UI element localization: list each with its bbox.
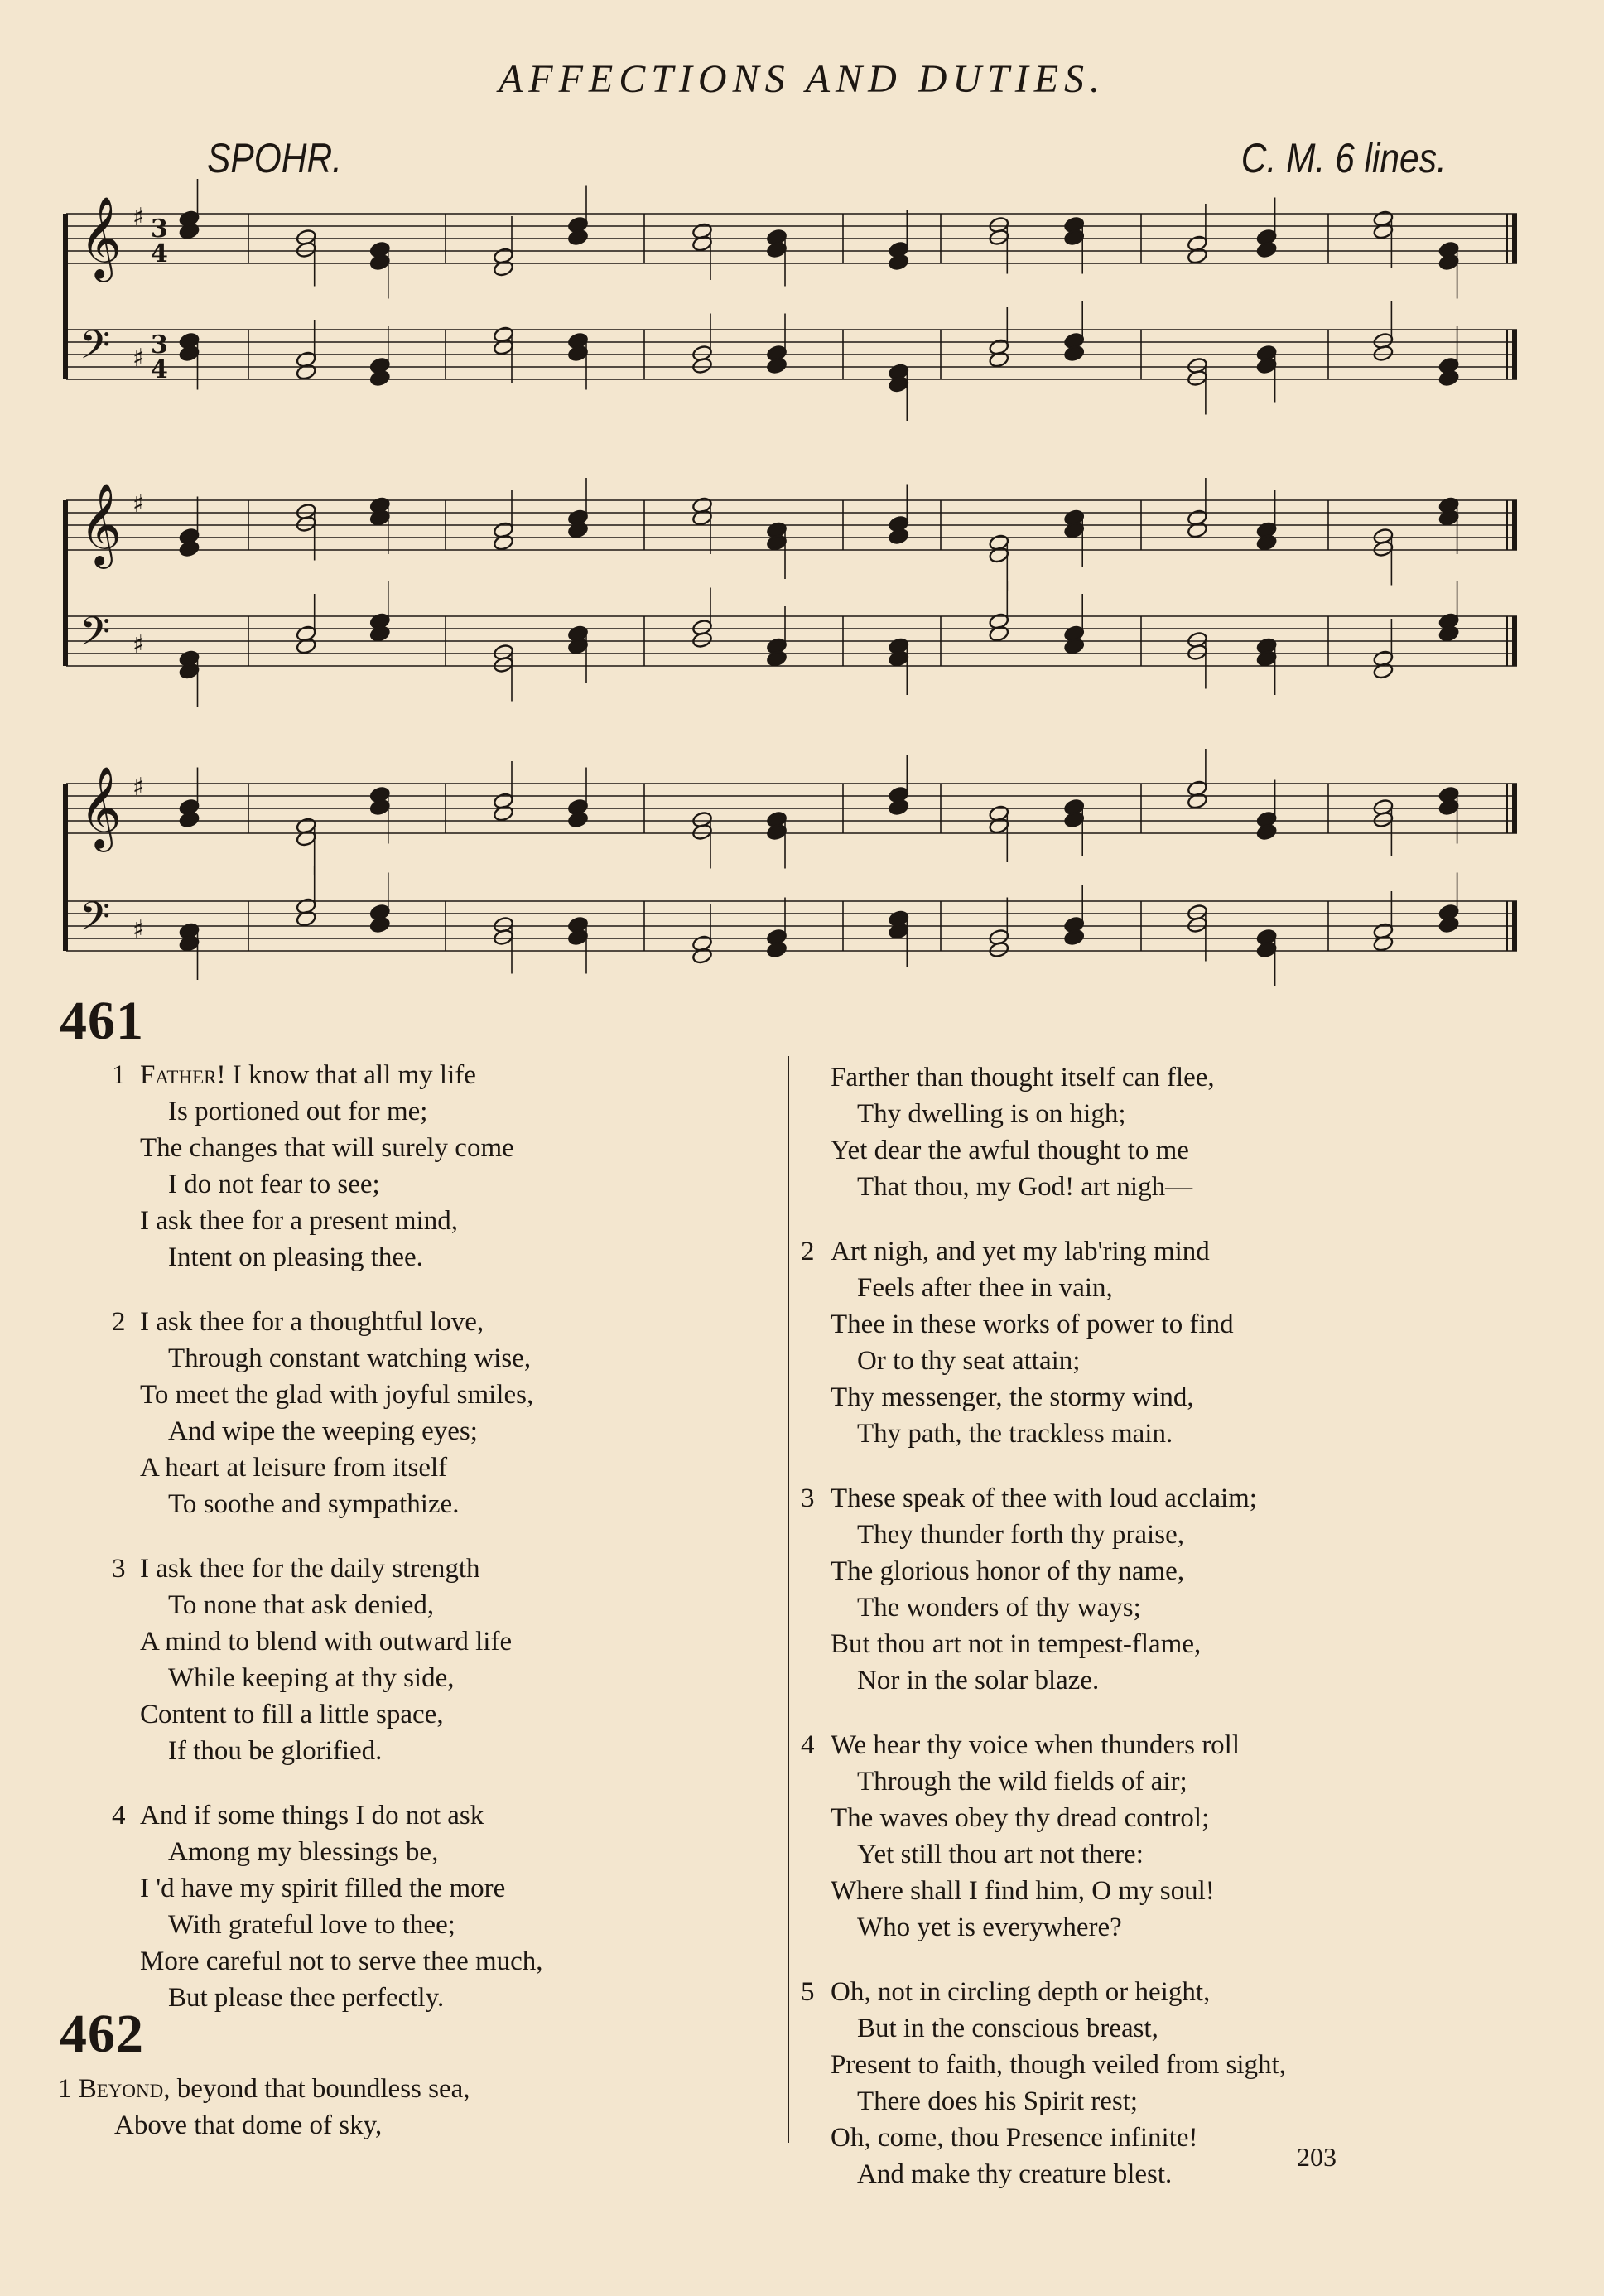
note-head: [691, 823, 713, 842]
note-head: [296, 909, 317, 928]
note-head: [1063, 345, 1085, 363]
note-head: [179, 811, 200, 829]
note-head: [988, 229, 1009, 247]
note-head: [1438, 798, 1460, 817]
note-head: [1187, 916, 1208, 934]
note-head: [988, 941, 1009, 959]
bass-clef-icon: 𝄢: [79, 321, 111, 378]
final-barline: [1512, 901, 1517, 951]
stanza-number: 2: [112, 1307, 126, 1337]
verse-line: I do not fear to see;: [168, 1170, 380, 1199]
stanza-lead-word: Father: [140, 1060, 217, 1090]
note-head: [1256, 241, 1278, 259]
hymn-462-text: [801, 1059, 1505, 2221]
verse-line: If thou be glorified.: [168, 1736, 383, 1766]
note-head: [369, 253, 391, 272]
verse-line: , beyond that boundless sea,: [163, 2074, 470, 2104]
note-head: [567, 229, 589, 247]
verse-line: But thou art not in tempest-flame,: [831, 1629, 1202, 1659]
verse-line: They thunder forth thy praise,: [857, 1520, 1184, 1550]
verse-line: And wipe the weeping eyes;: [168, 1416, 478, 1446]
verse-line: Content to fill a little space,: [140, 1700, 444, 1729]
verse-line: The changes that will surely come: [140, 1133, 514, 1163]
verse-line: Among my blessings be,: [168, 1837, 439, 1867]
note-head: [1438, 509, 1460, 527]
note-head: [567, 521, 589, 539]
note-head: [691, 631, 713, 649]
stanza-2: [801, 1233, 1505, 1452]
section-title: AFFECTIONS AND DUTIES.: [498, 57, 1106, 101]
verse-line: Above that dome of sky,: [114, 2110, 383, 2140]
note-head: [1438, 253, 1460, 272]
stanza-number: 4: [112, 1801, 126, 1831]
verse-line: A heart at leisure from itself: [140, 1453, 448, 1483]
verse-line: Through the wild fields of air;: [857, 1767, 1187, 1797]
note-head: [888, 253, 909, 272]
note-head: [296, 515, 317, 533]
verse-line: I ask thee for the daily strength: [140, 1554, 480, 1584]
note-head: [369, 509, 391, 527]
bass-clef-icon: 𝄢: [79, 893, 111, 949]
treble-clef-icon: 𝄞: [79, 766, 122, 849]
stanza-1: [112, 1057, 766, 1276]
key-signature-sharp-icon: ♯: [132, 630, 145, 659]
note-head: [1372, 662, 1394, 680]
verse-line: ! I know that all my life: [216, 1060, 476, 1090]
note-head: [691, 509, 713, 527]
note-head: [1187, 369, 1208, 388]
verse-line: There does his Spirit rest;: [857, 2086, 1139, 2116]
note-head: [179, 222, 200, 240]
final-barline: [1512, 616, 1517, 666]
note-head: [1063, 811, 1085, 829]
verse-line: And if some things I do not ask: [140, 1801, 484, 1831]
verse-line: Through constant watching wise,: [168, 1343, 532, 1373]
note-head: [988, 625, 1009, 643]
hymn-number-462: 462: [60, 2004, 144, 2064]
note-head: [1372, 345, 1394, 363]
note-head: [179, 540, 200, 558]
note-head: [1372, 934, 1394, 953]
note-head: [296, 637, 317, 655]
page-number: 203: [1297, 2142, 1337, 2172]
stanza-number: 3: [801, 1483, 815, 1513]
key-signature-sharp-icon: ♯: [132, 773, 145, 802]
verse-line: Thee in these works of power to find: [831, 1310, 1234, 1339]
meter-label: C. M. 6 lines.: [1241, 135, 1447, 181]
key-signature-sharp-icon: ♯: [132, 915, 145, 944]
note-head: [1256, 357, 1278, 375]
stanza-2: [112, 1304, 766, 1522]
verse-line: Is portioned out for me;: [168, 1097, 428, 1126]
stanza-1-cont: [801, 1059, 1505, 1205]
stanza-number: 5: [801, 1977, 815, 2007]
hymn-461-text: [112, 1057, 766, 2044]
verse-line: Oh, not in circling depth or height,: [831, 1977, 1211, 2007]
tune-name: SPOHR.: [207, 135, 342, 181]
note-head: [1187, 644, 1208, 662]
hymn-number-461: 461: [60, 991, 144, 1051]
stanza-number: 1: [112, 1060, 126, 1090]
stanza-number: 3: [112, 1554, 126, 1584]
note-head: [1187, 792, 1208, 810]
note-head: [691, 357, 713, 375]
verse-line: Or to thy seat attain;: [857, 1346, 1081, 1376]
verse-line: That thou, my God! art nigh—: [857, 1172, 1193, 1202]
verse-line: These speak of thee with loud acclaim;: [831, 1483, 1257, 1513]
note-head: [493, 929, 514, 947]
verse-line: A mind to blend with outward life: [140, 1627, 513, 1657]
stanza-number: 4: [801, 1730, 815, 1760]
note-head: [888, 528, 909, 546]
note-head: [493, 259, 514, 277]
verse-line: Feels after thee in vain,: [857, 1273, 1113, 1303]
column-divider: [788, 1056, 789, 2143]
stanza-4: [112, 1797, 766, 2016]
note-head: [1438, 625, 1460, 643]
note-head: [296, 829, 317, 847]
verse-line: To none that ask denied,: [168, 1590, 435, 1620]
stanza-4: [801, 1727, 1505, 1946]
verse-line: While keeping at thy side,: [168, 1663, 455, 1693]
verse-line: Farther than thought itself can flee,: [831, 1063, 1215, 1093]
verse-line: To meet the glad with joyful smiles,: [140, 1380, 534, 1410]
note-head: [493, 533, 514, 552]
note-head: [1372, 811, 1394, 829]
stanza-number: 2: [801, 1237, 815, 1266]
verse-line: Yet dear the awful thought to me: [831, 1136, 1189, 1165]
note-head: [1372, 540, 1394, 558]
note-head: [766, 357, 788, 375]
note-head: [493, 338, 514, 356]
final-barline: [1512, 500, 1517, 550]
verse-line: More careful not to serve thee much,: [140, 1946, 543, 1976]
verse-line: Present to faith, though veiled from sight,: [831, 2050, 1286, 2080]
note-head: [1256, 941, 1278, 959]
verse-line: The wonders of thy ways;: [857, 1593, 1141, 1623]
key-signature-sharp-icon: ♯: [132, 344, 145, 373]
time-signature-bottom: 4: [151, 239, 168, 268]
stanza-number: 1: [58, 2074, 72, 2104]
note-head: [1063, 521, 1085, 539]
final-barline: [1512, 330, 1517, 379]
time-signature-top: 3: [151, 330, 168, 359]
verse-line: Yet still thou art not there:: [857, 1840, 1144, 1869]
note-head: [1187, 247, 1208, 265]
verse-line: The glorious honor of thy name,: [831, 1556, 1185, 1586]
final-barline: [1512, 784, 1517, 833]
note-head: [766, 533, 788, 552]
note-head: [567, 811, 589, 829]
verse-line: Oh, come, thou Presence infinite!: [831, 2123, 1198, 2153]
verse-line: We hear thy voice when thunders roll: [831, 1730, 1240, 1760]
note-head: [691, 947, 713, 965]
bass-clef-icon: 𝄢: [79, 608, 111, 664]
verse-line: Thy dwelling is on high;: [857, 1099, 1126, 1129]
note-head: [296, 241, 317, 259]
note-head: [888, 375, 909, 393]
verse-line: Thy path, the trackless main.: [857, 1419, 1173, 1449]
note-head: [567, 929, 589, 947]
music-score: [0, 0, 1604, 1019]
verse-line: I ask thee for a thoughtful love,: [140, 1307, 484, 1337]
note-head: [888, 922, 909, 940]
note-head: [1438, 369, 1460, 388]
note-head: [179, 345, 200, 363]
verse-line: The waves obey thy dread control;: [831, 1803, 1210, 1833]
note-head: [1187, 521, 1208, 539]
time-signature-bottom: 4: [151, 355, 168, 384]
note-head: [766, 823, 788, 842]
note-head: [988, 817, 1009, 835]
key-signature-sharp-icon: ♯: [132, 203, 145, 232]
stanza-lead-word: Beyond: [78, 2074, 164, 2104]
note-head: [369, 798, 391, 817]
verse-line: And make thy creature blest.: [857, 2159, 1173, 2189]
note-head: [179, 662, 200, 680]
note-head: [766, 941, 788, 959]
note-head: [1438, 916, 1460, 934]
verse-line: Nor in the solar blaze.: [857, 1666, 1100, 1695]
stanza-5: [801, 1974, 1505, 2192]
note-head: [493, 804, 514, 822]
verse-line: But in the conscious breast,: [857, 2014, 1158, 2043]
note-head: [988, 546, 1009, 564]
verse-line: With grateful love to thee;: [168, 1910, 455, 1940]
note-head: [988, 350, 1009, 369]
note-head: [296, 363, 317, 381]
verse-line: Intent on pleasing thee.: [168, 1242, 423, 1272]
note-head: [567, 345, 589, 363]
verse-line: But please thee perfectly.: [168, 1983, 445, 2013]
note-head: [179, 934, 200, 953]
treble-clef-icon: 𝄞: [79, 196, 122, 279]
note-head: [567, 637, 589, 655]
stanza-3: [112, 1551, 766, 1769]
note-head: [1256, 823, 1278, 842]
stanza-3: [801, 1480, 1505, 1699]
note-head: [1063, 229, 1085, 247]
verse-line: Art nigh, and yet my lab'ring mind: [831, 1237, 1210, 1266]
verse-line: Where shall I find him, O my soul!: [831, 1876, 1215, 1906]
note-head: [1256, 649, 1278, 668]
verse-line: To soothe and sympathize.: [168, 1489, 460, 1519]
note-head: [691, 234, 713, 253]
note-head: [1372, 222, 1394, 240]
verse-line: I 'd have my spirit filled the more: [140, 1874, 506, 1903]
time-signature-top: 3: [151, 215, 168, 244]
key-signature-sharp-icon: ♯: [132, 490, 145, 519]
note-head: [1063, 929, 1085, 947]
note-head: [369, 369, 391, 388]
verse-line: Who yet is everywhere?: [857, 1913, 1122, 1942]
note-head: [369, 916, 391, 934]
note-head: [766, 649, 788, 668]
note-head: [888, 798, 909, 817]
note-head: [766, 241, 788, 259]
note-head: [369, 625, 391, 643]
note-head: [493, 656, 514, 674]
verse-line: Thy messenger, the stormy wind,: [831, 1382, 1194, 1412]
verse-line: I ask thee for a present mind,: [140, 1206, 458, 1236]
treble-clef-icon: 𝄞: [79, 483, 122, 566]
final-barline: [1512, 214, 1517, 263]
note-head: [888, 649, 909, 668]
note-head: [1063, 637, 1085, 655]
note-head: [1256, 533, 1278, 552]
hymn-462-opening: [58, 2071, 470, 2144]
